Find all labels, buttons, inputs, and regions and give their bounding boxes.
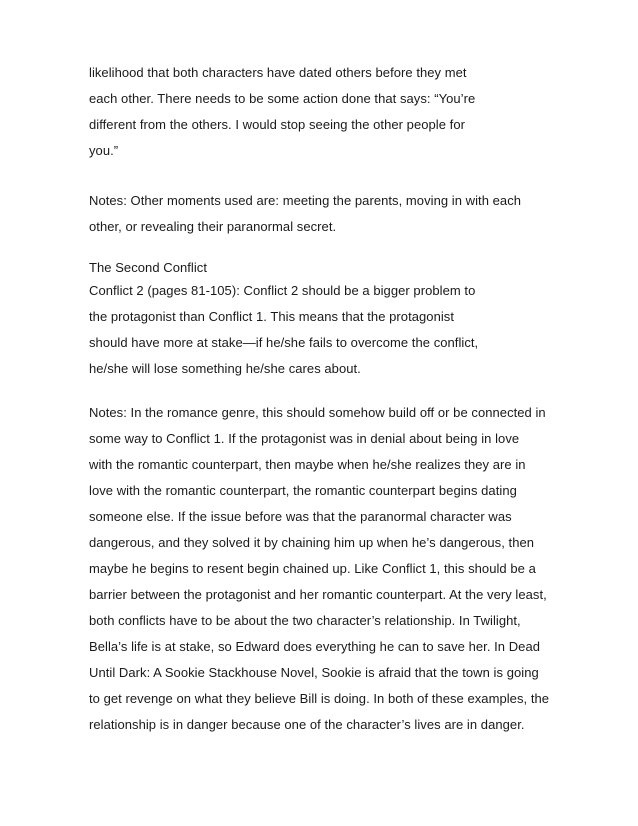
text-line: with the romantic counterpart, then maybe when he/she realizes they are in [89, 457, 526, 472]
text-line: someone else. If the issue before was that the paranormal character was [89, 509, 512, 524]
text-line: Until Dark: A Sookie Stackhouse Novel, Sookie is afraid that the town is going [89, 665, 539, 680]
text-line: Bella’s life is at stake, so Edward does everything he can to save her. In Dead [89, 639, 541, 654]
text-line: he/she will lose something he/she cares about. [89, 361, 361, 376]
text-line: you.” [89, 143, 119, 158]
text-line: different from the others. I would stop seeing the other people for [89, 117, 466, 132]
text-line: dangerous, and they solved it by chaining him up when he’s dangerous, then [89, 535, 535, 550]
text-line: Notes: Other moments used are: meeting the parents, moving in with each [89, 193, 522, 208]
text-line: barrier between the protagonist and her romantic counterpart. At the very least, [89, 587, 547, 602]
text-line: maybe he begins to resent begin chained up. Like Conflict 1, this should be a [89, 561, 536, 576]
notes-paragraph-2 [89, 400, 549, 738]
text-line: some way to Conflict 1. If the protagonist was in denial about being in love [89, 431, 520, 446]
text-line: the protagonist than Conflict 1. This means that the protagonist [89, 309, 455, 324]
text-line: each other. There needs to be some action done that says: “You’re [89, 91, 476, 106]
notes-paragraph-1 [89, 188, 549, 240]
text-line: to get revenge on what they believe Bill is doing. In both of these examples, the [89, 691, 550, 706]
text-line: other, or revealing their paranormal secret. [89, 219, 337, 234]
section-heading: The Second Conflict [89, 260, 208, 275]
text-line: Conflict 2 (pages 81-105): Conflict 2 should be a bigger problem to [89, 283, 476, 298]
text-line: love with the romantic counterpart, the romantic counterpart begins dating [89, 483, 517, 498]
text-line: should have more at stake—if he/she fails to overcome the conflict, [89, 335, 479, 350]
text-line: Notes: In the romance genre, this should somehow build off or be connected in [89, 405, 546, 420]
text-line: likelihood that both characters have dated others before they met [89, 65, 467, 80]
text-line: both conflicts have to be about the two character’s relationship. In Twilight, [89, 613, 521, 628]
text-line: relationship is in danger because one of the character’s lives are in danger. [89, 717, 525, 732]
second-conflict-section [89, 258, 549, 382]
paragraph-continuation [89, 60, 549, 164]
